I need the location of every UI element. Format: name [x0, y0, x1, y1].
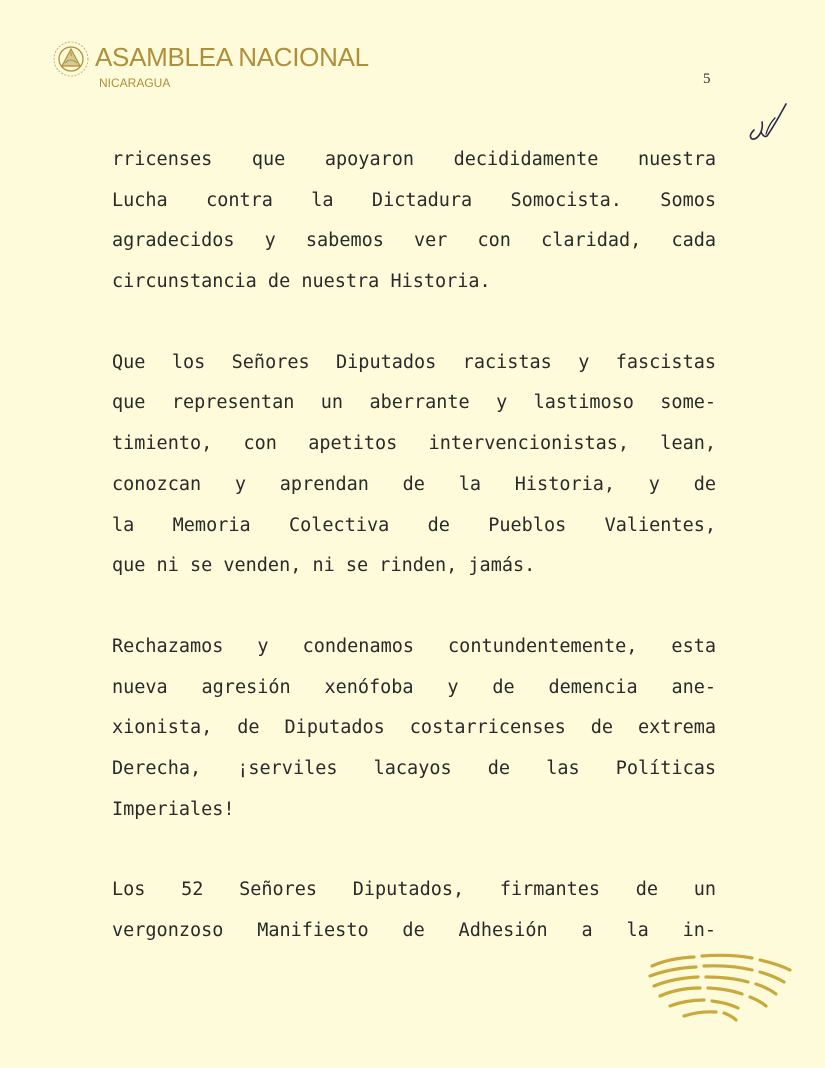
- page-number: 5: [703, 71, 711, 87]
- body-text: [112, 140, 716, 992]
- national-seal-icon: [52, 40, 90, 78]
- letterhead: [52, 38, 412, 98]
- assembly-seats-logo-icon: [640, 948, 795, 1026]
- organization-country: NICARAGUA: [99, 76, 171, 90]
- text-line: conozcan y aprendan de la Historia, y de: [112, 473, 716, 495]
- text-line: timiento, con apetitos intervencionistas, lean,: [112, 433, 716, 455]
- paragraph: [112, 140, 716, 303]
- text-line: rricenses que apoyaron decididamente nuestra: [112, 149, 716, 170]
- text-line: circunstancia de nuestra Historia.: [112, 271, 491, 293]
- text-line: vergonzoso Manifiesto de Adhesión a la in-: [112, 920, 716, 941]
- text-line: Los 52 Señores Diputados, firmantes de un: [112, 879, 716, 901]
- handwritten-initials-icon: [742, 96, 790, 146]
- paragraph: [112, 343, 716, 587]
- text-line: que representan un aberrante y lastimoso some-: [112, 392, 716, 414]
- text-line: Rechazamos y condenamos contundentemente, esta: [112, 635, 716, 657]
- paragraph: [112, 870, 716, 951]
- text-line: Imperiales!: [112, 798, 235, 820]
- paragraph: [112, 627, 716, 830]
- organization-name: ASAMBLEA NACIONAL: [95, 42, 369, 72]
- text-line: que ni se venden, ni se rinden, jamás.: [112, 555, 536, 577]
- text-line: Derecha, ¡serviles lacayos de las Políticas: [112, 757, 716, 779]
- text-line: la Memoria Colectiva de Pueblos Valientes,: [112, 514, 716, 536]
- text-line: Que los Señores Diputados racistas y fascistas: [112, 351, 716, 373]
- text-line: nueva agresión xenófoba y de demencia ane-: [112, 676, 716, 698]
- text-line: Lucha contra la Dictadura Somocista. Somos: [112, 189, 716, 211]
- text-line: agradecidos y sabemos ver con claridad, cada: [112, 230, 716, 252]
- text-line: xionista, de Diputados costarricenses de extrema: [112, 717, 716, 739]
